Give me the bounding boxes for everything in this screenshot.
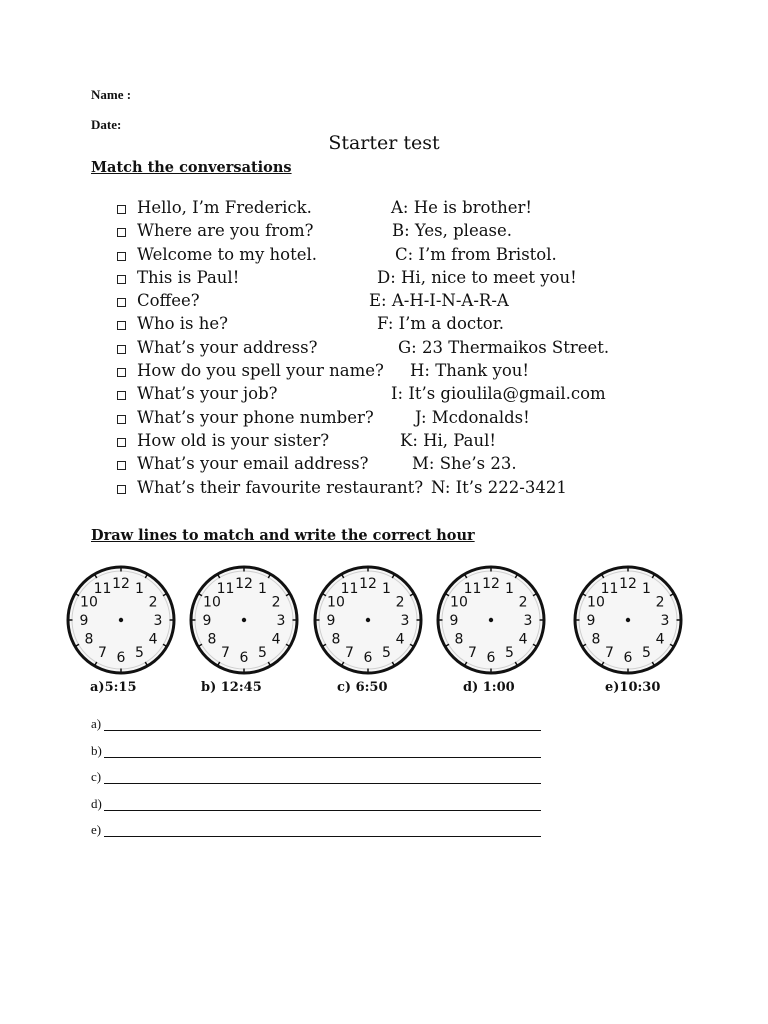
clock-number: 1	[642, 580, 651, 597]
clock-center	[626, 618, 630, 622]
answer-text: C: I’m from Bristol.	[395, 244, 557, 264]
clock-number: 8	[207, 631, 217, 648]
conversation-row	[115, 454, 675, 477]
clock-number: 4	[395, 631, 405, 648]
checkbox[interactable]	[117, 438, 126, 447]
answer-prefix: e)	[91, 822, 102, 837]
answer-text: A: He is brother!	[391, 198, 533, 217]
answer-text: N: It’s 222-3421	[431, 477, 567, 497]
conversation-row	[115, 245, 675, 268]
answer-text: G: 23 Thermaikos Street.	[398, 337, 610, 357]
question-text: Where are you from?	[137, 221, 314, 241]
name-label: Name :	[91, 87, 132, 102]
checkbox[interactable]	[117, 461, 126, 470]
clock-number: 2	[518, 594, 528, 611]
question-text: What’s your email address?	[137, 454, 369, 474]
checkbox[interactable]	[117, 298, 126, 307]
answer-rule[interactable]	[104, 836, 541, 837]
conversation-row	[115, 221, 675, 244]
clock-number: 8	[331, 631, 341, 648]
clock-number: 11	[216, 580, 235, 597]
clock-number: 9	[326, 613, 336, 629]
clock-number: 12	[235, 576, 253, 592]
clock-number: 1	[258, 580, 267, 597]
checkbox[interactable]	[117, 228, 126, 237]
clock-number: 7	[98, 645, 107, 662]
clock-number: 5	[505, 645, 514, 662]
conversation-row	[115, 291, 675, 314]
checkbox[interactable]	[117, 391, 126, 400]
page-title: Starter test	[328, 132, 440, 154]
conversation-list	[115, 198, 675, 501]
answer-text: E: A-H-I-N-A-R-A	[369, 291, 509, 311]
clock-number: 12	[359, 576, 377, 592]
clock-number: 2	[655, 594, 665, 611]
clock-number: 4	[271, 631, 281, 648]
question-text: How do you spell your name?	[137, 361, 384, 381]
conversation-row	[115, 361, 675, 384]
answer-text: M: She’s 23.	[412, 454, 517, 474]
clock-number: 12	[482, 576, 500, 592]
answer-text: K: Hi, Paul!	[400, 430, 497, 450]
answer-prefix: a)	[91, 716, 102, 731]
clock-number: 6	[116, 650, 126, 666]
section-title-clocks: Draw lines to match and write the correct hour	[91, 527, 475, 544]
clock-number: 5	[258, 645, 267, 662]
clock-number: 11	[93, 580, 112, 597]
clock-number: 3	[400, 613, 410, 629]
clock-number: 3	[153, 613, 163, 629]
clock-label: e)10:30	[605, 680, 661, 695]
answer-rule[interactable]	[104, 810, 541, 811]
clock-number: 7	[221, 645, 230, 662]
clock-number: 9	[79, 613, 89, 629]
clock-number: 4	[148, 631, 158, 648]
clock-number: 5	[135, 645, 144, 662]
answer-prefix: c)	[91, 769, 102, 784]
checkbox[interactable]	[117, 321, 126, 330]
clock-number: 8	[84, 631, 94, 648]
answer-rule[interactable]	[104, 730, 541, 731]
conversation-row	[115, 338, 675, 361]
question-text: Welcome to my hotel.	[137, 244, 317, 264]
clock-number: 9	[586, 613, 596, 629]
answer-text: B: Yes, please.	[392, 221, 513, 241]
answer-text: D: Hi, nice to meet you!	[377, 267, 577, 287]
clock-face	[63, 565, 179, 675]
question-text: Who is he?	[137, 314, 228, 334]
clock-number: 3	[523, 613, 533, 629]
answer-text: H: Thank you!	[410, 361, 530, 381]
checkbox[interactable]	[117, 205, 126, 214]
question-text: How old is your sister?	[137, 430, 330, 450]
checkbox[interactable]	[117, 275, 126, 284]
clock-number: 11	[600, 580, 619, 597]
clock-number: 6	[623, 650, 633, 666]
clocks-row	[60, 565, 700, 705]
clock-number: 12	[112, 576, 130, 592]
conversation-row	[115, 478, 675, 501]
clock-number: 11	[340, 580, 359, 597]
checkbox[interactable]	[117, 485, 126, 494]
clock-center	[366, 618, 370, 622]
clock-label: a)5:15	[90, 680, 137, 695]
clock-number: 7	[468, 645, 477, 662]
clock-face	[310, 565, 426, 675]
answer-text: J: Mcdonalds!	[415, 407, 530, 427]
clock-number: 7	[345, 645, 354, 662]
clock-center	[489, 618, 493, 622]
clock-number: 12	[619, 576, 637, 592]
answer-prefix: d)	[91, 795, 102, 811]
conversation-row	[115, 314, 675, 337]
clock-number: 10	[587, 594, 605, 611]
clock-face	[433, 565, 549, 675]
clock-number: 2	[395, 594, 405, 611]
question-text: Coffee?	[137, 291, 200, 311]
conversation-row	[115, 198, 675, 221]
clock-number: 2	[271, 594, 281, 611]
clock-number: 4	[655, 631, 665, 648]
checkbox[interactable]	[117, 252, 126, 261]
clock-number: 1	[382, 580, 391, 597]
clock-number: 5	[642, 645, 651, 662]
clock-number: 1	[505, 580, 514, 597]
clock-number: 9	[202, 613, 212, 629]
answer-prefix: b)	[91, 742, 102, 758]
clock-number: 6	[239, 650, 249, 666]
checkbox[interactable]	[117, 345, 126, 354]
clock-number: 8	[454, 631, 464, 648]
clock-number: 7	[605, 645, 614, 662]
clock-face	[186, 565, 302, 675]
clock-face	[570, 565, 686, 675]
conversation-row	[115, 431, 675, 454]
checkbox[interactable]	[117, 415, 126, 424]
checkbox[interactable]	[117, 368, 126, 377]
clock-label: b) 12:45	[201, 680, 262, 695]
clock-number: 3	[276, 613, 286, 629]
clock-number: 6	[486, 650, 496, 666]
clock-number: 3	[660, 613, 670, 629]
answer-text: F: I’m a doctor.	[377, 314, 505, 334]
question-text: This is Paul!	[137, 267, 240, 287]
question-text: Hello, I’m Frederick.	[137, 198, 312, 217]
clock-number: 6	[363, 650, 373, 666]
answer-text: I: It’s gioulila@gmail.com	[391, 384, 606, 404]
clock-number: 8	[591, 631, 601, 648]
question-text: What’s your phone number?	[137, 407, 374, 427]
question-text: What’s your job?	[137, 384, 278, 404]
clock-number: 1	[135, 580, 144, 597]
conversation-row	[115, 384, 675, 407]
conversation-row	[115, 408, 675, 431]
clock-center	[119, 618, 123, 622]
answer-rule[interactable]	[104, 757, 541, 758]
clock-number: 5	[382, 645, 391, 662]
clock-label: d) 1:00	[463, 680, 515, 695]
question-text: What’s their favourite restaurant?	[137, 477, 424, 497]
question-text: What’s your address?	[137, 337, 318, 357]
conversation-row	[115, 268, 675, 291]
section-title-conversations: Match the conversations	[91, 159, 292, 176]
clock-number: 10	[450, 594, 468, 611]
clock-number: 10	[203, 594, 221, 611]
clock-number: 9	[449, 613, 459, 629]
clock-number: 4	[518, 631, 528, 648]
clock-number: 2	[148, 594, 158, 611]
clock-center	[242, 618, 246, 622]
date-label: Date:	[91, 117, 122, 132]
clock-number: 10	[80, 594, 98, 611]
clock-label: c) 6:50	[337, 680, 388, 695]
clock-number: 10	[327, 594, 345, 611]
answer-rule[interactable]	[104, 783, 541, 784]
clock-number: 11	[463, 580, 482, 597]
